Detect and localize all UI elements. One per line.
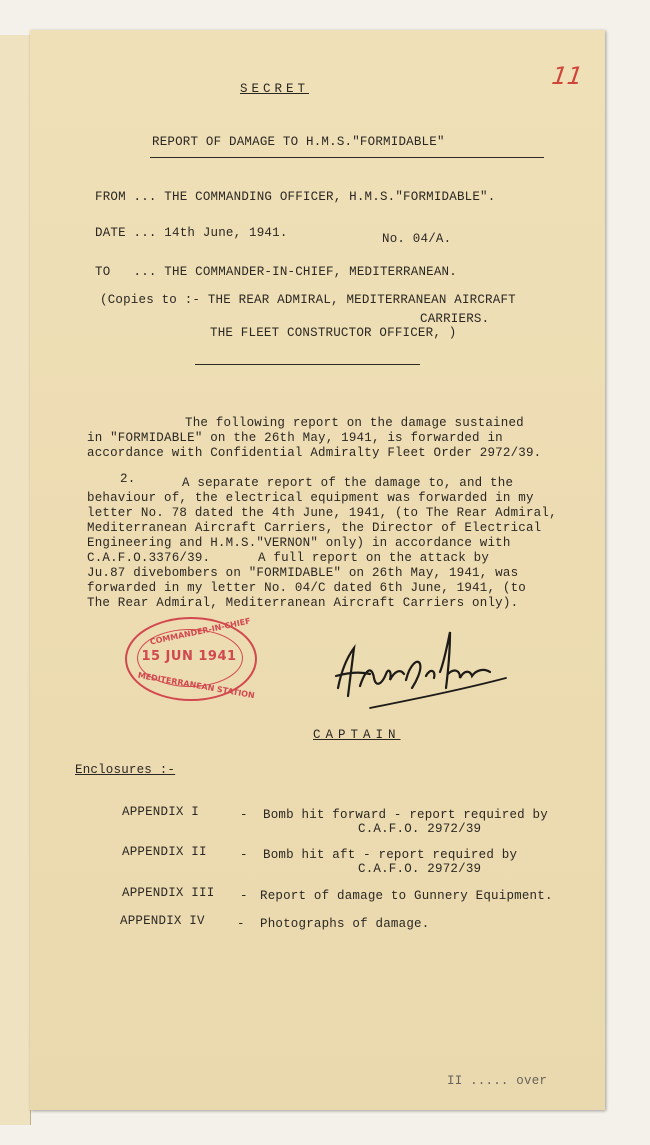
appendix-description: Bomb hit aft - report required by xyxy=(263,848,518,862)
paragraph-2-line: C.A.F.O.3376/39. xyxy=(87,551,211,565)
appendix-reference: C.A.F.O. 2972/39 xyxy=(358,822,482,836)
page-continuation: II ..... over xyxy=(447,1074,548,1088)
paragraph-2-line: Ju.87 divebombers on "FORMIDABLE" on 26th May, 1941, was xyxy=(87,566,519,580)
reference-number: No. 04/A. xyxy=(382,232,452,246)
paragraph-1-line: accordance with Confidential Admiralty Fleet Order 2972/39. xyxy=(87,446,542,460)
appendix-dash: - xyxy=(240,848,248,862)
enclosures-heading xyxy=(75,763,175,777)
paragraph-1-line: The following report on the damage sustained xyxy=(185,416,524,430)
appendix-description: Bomb hit forward - report required by xyxy=(263,808,548,822)
from-line: FROM ... THE COMMANDING OFFICER, H.M.S."FORMIDABLE". xyxy=(95,190,496,204)
enclosures-heading-text: Enclosures :- xyxy=(75,763,176,777)
title-rule xyxy=(150,157,544,158)
appendix-dash: - xyxy=(237,917,245,931)
paragraph-2-number: 2. xyxy=(120,472,136,486)
appendix-description: Photographs of damage. xyxy=(260,917,430,931)
paragraph-2-line: A separate report of the damage to, and the xyxy=(182,476,514,490)
paragraph-2-line: behaviour of, the electrical equipment was forwarded in my xyxy=(87,491,534,505)
appendix-reference: C.A.F.O. 2972/39 xyxy=(358,862,482,876)
paragraph-2-line: Mediterranean Aircraft Carriers, the Director of Electrical xyxy=(87,521,542,535)
copies-line-2: CARRIERS. xyxy=(420,312,490,326)
appendix-dash: - xyxy=(240,889,248,903)
paragraph-1-line: in "FORMIDABLE" on the 26th May, 1941, is forwarded in xyxy=(87,431,503,445)
copies-line-1: (Copies to :- THE REAR ADMIRAL, MEDITERRANEAN AIRCRAFT xyxy=(100,293,516,307)
paragraph-2-line: A full report on the attack by xyxy=(258,551,490,565)
report-title: REPORT OF DAMAGE TO H.M.S."FORMIDABLE" xyxy=(152,135,445,149)
classification-heading: SECRET xyxy=(240,82,310,96)
paragraph-2-line: Engineering and H.M.S."VERNON" only) in accordance with xyxy=(87,536,511,550)
underlying-page-edge xyxy=(0,35,31,1125)
captain-signature xyxy=(330,628,510,713)
stamp-date: 15 JUN 1941 xyxy=(141,649,237,664)
appendix-label: APPENDIX I xyxy=(122,805,200,819)
paragraph-2-line: forwarded in my letter No. 04/C dated 6th June, 1941, (to xyxy=(87,581,526,595)
paragraph-2-line: letter No. 78 dated the 4th June, 1941, (to The Rear Admiral, xyxy=(87,506,557,520)
paragraph-2-line: The Rear Admiral, Mediterranean Aircraft Carriers only). xyxy=(87,596,519,610)
stamp-top-text: COMMANDER-IN-CHIEF xyxy=(149,616,252,647)
copies-line-3: THE FLEET CONSTRUCTOR OFFICER, ) xyxy=(210,326,457,340)
header-rule xyxy=(195,364,420,365)
date-line: DATE ... 14th June, 1941. xyxy=(95,226,288,240)
received-stamp xyxy=(125,617,257,701)
to-line: TO ... THE COMMANDER-IN-CHIEF, MEDITERRANEAN. xyxy=(95,265,457,279)
appendix-label: APPENDIX III xyxy=(122,886,215,900)
appendix-label: APPENDIX IV xyxy=(120,914,205,928)
signature-title: CAPTAIN xyxy=(313,728,401,742)
stamp-bottom-text: MEDITERRANEAN STATION xyxy=(137,670,256,701)
appendix-description: Report of damage to Gunnery Equipment. xyxy=(260,889,553,903)
folio-number: 11 xyxy=(550,62,585,90)
appendix-dash: - xyxy=(240,808,248,822)
appendix-label: APPENDIX II xyxy=(122,845,207,859)
